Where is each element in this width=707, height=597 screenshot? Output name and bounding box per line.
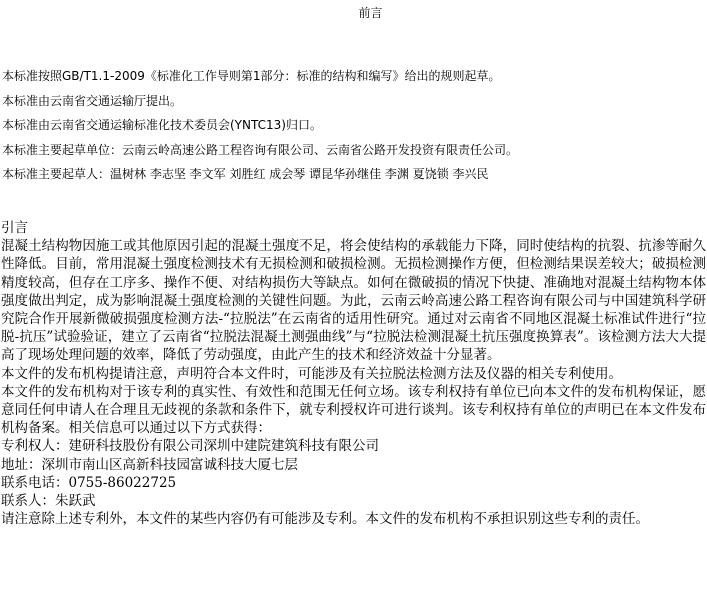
intro-paragraph: 请注意除上述专利外，本文件的某些内容仍有可能涉及专利。本文件的发布机构不承担识别这些专利的责任。 (1, 511, 649, 528)
patent-contact: 联系人：朱跃武 (1, 493, 96, 510)
foreword-line: 本标准主要起草人：温树林 李志坚 李文军 刘胜红 成会琴 谭昆华孙继佳 李渊 夏饶锁 李兴民 (2, 167, 489, 181)
intro-paragraph: 本文件的发布机构提请注意，声明符合本文件时，可能涉及有关拉脱法检测方法及仪器的相关专利使用。 (1, 365, 622, 382)
introduction-heading: 引言 (1, 220, 28, 236)
foreword-line: 本标准按照GB/T1.1-2009《标准化工作导则第1部分：标准的结构和编写》给出的规则起草。 (2, 69, 501, 83)
foreword-line: 本标准由云南省交通运输厅提出。 (2, 93, 183, 108)
foreword-section (2, 68, 702, 191)
intro-paragraph: 混凝土结构物因施工或其他原因引起的混凝土强度不足，将会使结构的承载能力下降，同时使结构的抗裂、抗渗等耐久性降低。目前，常用混凝土强度检测技术有无损检测和破损检测。无损检测操作方便，但检测结果误差较大；破损检测精度较高，但存在工序多、操作不便、对结构损伤大等缺点。如何在微破损的情况下快捷、准确地对混凝土结构物本体强度做出判定，成为影响混凝土强度检测的关键性问题。为此，云南云岭高速公路工程咨询有限公司与中国建筑科学研究院合作开展新微破损强度检测方法-“拉脱法”在云南省的适用性研究。通过对云南省不同地区混凝土标准试件进行“拉脱-抗压”试验验证，建立了云南省“拉脱法混凝土测强曲线”与“拉脱法检测混凝土抗压强度换算表”。该检测方法大大提高了现场处理问题的效率，降低了劳动强度，由此产生的技术和经济效益十分显著。 (1, 238, 706, 364)
patent-address: 地址：深圳市南山区高新科技园富诚科技大厦七层 (1, 456, 298, 473)
page-title: 前言 (358, 6, 383, 20)
foreword-line: 本标准由云南省交通运输标准化技术委员会(YNTC13)归口。 (2, 118, 322, 132)
intro-paragraph: 本文件的发布机构对于该专利的真实性、有效性和范围无任何立场。该专利权持有单位已向本文件的发布机构保证，愿意同任何申请人在合理且无歧视的条款和条件下，就专利授权许可进行谈判。该专利权持有单位的声明已在本文件发布机构备案。相关信息可以通过以下方式获得： (1, 383, 706, 437)
introduction-section (1, 219, 706, 528)
patent-holder: 专利权人：建研科技股份有限公司深圳中建院建筑科技有限公司 (1, 438, 379, 455)
foreword-line: 本标准主要起草单位：云南云岭高速公路工程咨询有限公司、云南省公路开发投资有限责任公司。 (2, 142, 519, 157)
patent-phone: 联系电话：0755-86022725 (1, 474, 177, 491)
